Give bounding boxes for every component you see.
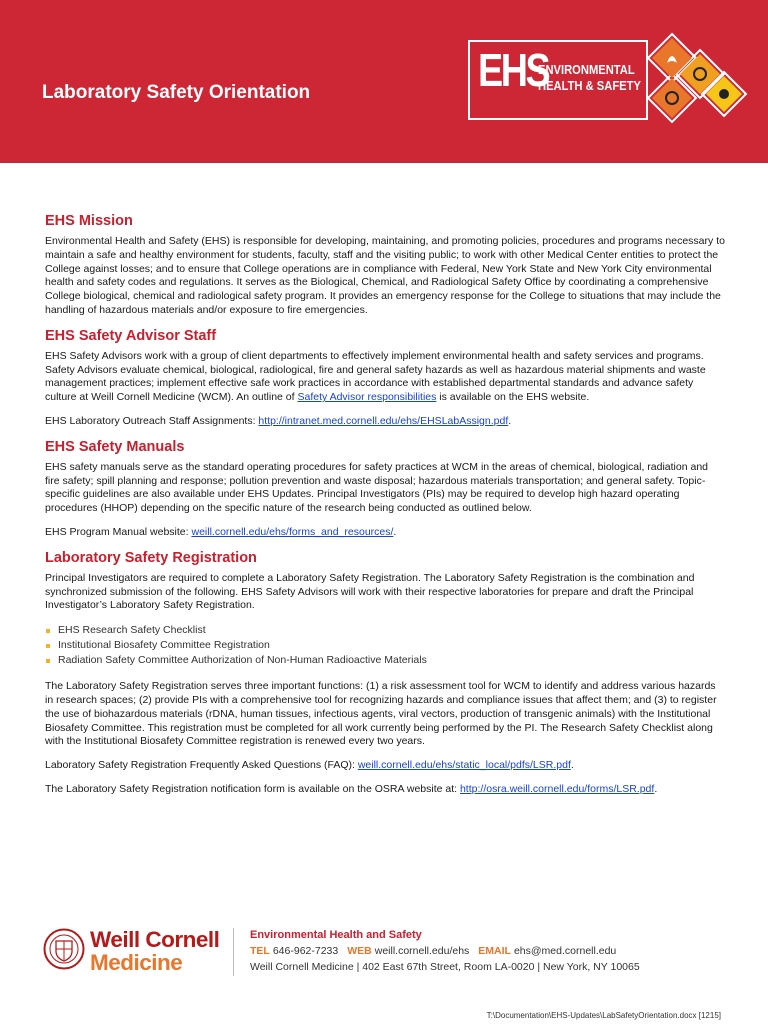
tel-label: TEL — [250, 945, 270, 957]
section-safety-manuals — [45, 439, 725, 540]
form-post: . — [654, 782, 658, 795]
footer-dept-title: Environmental Health and Safety — [250, 929, 422, 941]
hazard-diamonds-icon — [620, 32, 750, 124]
section-heading: EHS Safety Manuals — [45, 438, 185, 455]
manuals-text: EHS safety manuals serve as the standard operating procedures for safety practices at WCM in the areas of chemical, biological, radiation and fire safety; spill planning and response; pollution prevention and waste disposal; hazardous materials transportation; and general safety. Topic-specific guidelines are also available under EHS Updates. Principal Investigators (PIs) may be required to develop high hazard operating procedures (HHOP) depending on the specific nature of the research being conducted as outlined below. — [45, 460, 709, 515]
brand-medicine: Medicine — [90, 950, 183, 975]
program-manual-post: . — [393, 525, 397, 538]
advisor-text-pre: EHS Safety Advisors work with a group of client departments to effectively implement environmental health and safety services and programs. Safety Advisors evaluate chemical, biological, radiological, fire and general safety hazards as well as hazardous material shipments and waste management practices; implement effective safe work practices in accordance with established departmental standards and advance safety culture at Weill Cornell Medicine (WCM). An outline of — [45, 349, 706, 404]
tel-value: 646-962-7233 — [272, 945, 339, 957]
footer-divider — [233, 928, 234, 976]
list-item: EHS Research Safety Checklist — [45, 623, 725, 638]
notification-form-link[interactable]: http://osra.weill.cornell.edu/forms/LSR.pdf — [459, 782, 655, 795]
section-heading: Laboratory Safety Registration — [45, 549, 257, 566]
faq-line — [45, 759, 725, 773]
footer-contact — [250, 945, 616, 957]
assign-post: . — [508, 414, 512, 427]
advisor-text-post: is available on the EHS website. — [436, 391, 590, 404]
page-title: Laboratory Safety Orientation — [42, 82, 311, 103]
ehs-logo-line2: HEALTH & SAFETY — [538, 78, 641, 93]
faq-link[interactable]: weill.cornell.edu/ehs/static_local/pdfs/LSR.pdf — [357, 759, 571, 772]
section-advisor-staff — [45, 328, 725, 429]
document-path: T:\Documentation\EHS-Updates\LabSafetyOrientation.docx [1215] — [486, 1011, 721, 1020]
section-heading: EHS Safety Advisor Staff — [45, 327, 217, 344]
ehs-logo-line1: ENVIRONMENTAL — [538, 62, 635, 77]
section-mission — [45, 213, 725, 318]
list-item: Institutional Biosafety Committee Registration — [45, 638, 725, 653]
advisor-text — [45, 350, 725, 405]
section-heading: EHS Mission — [45, 213, 133, 229]
staff-assignments — [45, 415, 725, 429]
registration-intro: Principal Investigators are required to complete a Laboratory Safety Registration. The Laboratory Safety Registration is the combination and synchronized submission of the following. EHS Safety Advisors will work with their respective laboratories for prepare and draft the Principal Investigator’s Laboratory Safety Registration. — [45, 571, 695, 612]
program-manual-line — [45, 526, 725, 540]
email-label: EMAIL — [478, 945, 511, 957]
email-value: ehs@med.cornell.edu — [513, 945, 617, 957]
form-label: The Laboratory Safety Registration notification form is available on the OSRA website at: — [45, 782, 460, 795]
faq-label: Laboratory Safety Registration Frequently Asked Questions (FAQ): — [45, 759, 358, 772]
section-lab-safety-registration — [45, 550, 725, 797]
web-label: WEB — [347, 945, 372, 957]
program-manual-link[interactable]: weill.cornell.edu/ehs/forms_and_resources/ — [191, 525, 394, 538]
program-manual-label: EHS Program Manual website: — [45, 525, 192, 538]
document-body — [45, 213, 725, 807]
safety-advisor-responsibilities-link[interactable]: Safety Advisor responsibilities — [297, 391, 437, 404]
registration-components-list — [45, 623, 725, 668]
notification-form-line — [45, 783, 725, 797]
assign-label: EHS Laboratory Outreach Staff Assignments: — [45, 414, 259, 427]
mission-text: Environmental Health and Safety (EHS) is responsible for developing, maintaining, and promoting policies, procedures and programs necessary to maintain a safe and healthy environment for students, faculty, staff and the visiting public; to work with other Medical Center entities to protect the College against losses; and to ensure that College operations are in compliance with Federal, New York State and New York City environmental health and safety codes and regulations. It serves as the Biological, Chemical, and Radiological Safety Office by coordinating a comprehensive College biological, chemical and radiological safety program. It provides an emergency response for the College to situations that may include the handling of hazardous materials and/or exposure to fire emergencies. — [45, 235, 725, 316]
cornell-seal-icon — [43, 928, 85, 970]
web-value: weill.cornell.edu/ehs — [374, 945, 470, 957]
list-item: Radiation Safety Committee Authorization of Non-Human Radioactive Materials — [45, 653, 725, 668]
ehs-logo-abbr: EHS — [478, 44, 549, 96]
footer-address: Weill Cornell Medicine | 402 East 67th Street, Room LA-0020 | New York, NY 10065 — [250, 961, 640, 973]
faq-post: . — [570, 759, 574, 772]
brand-weill-cornell: Weill Cornell — [90, 927, 220, 952]
registration-functions: The Laboratory Safety Registration serves three important functions: (1) a risk assessment tool for WCM to identify and address various hazards in research spaces; (2) provide PIs with a comprehensive tool for recognizing hazards and compliance issues that affect them; and (3) to register the use of biohazardous materials (rDNA, human tissues, infectious agents, viral vectors, production of transgenic animals) with the Institutional Biosafety Committee. This registration must be completed for all work currently being performed by the PI. The Research Safety Checklist along with the Institutional Biosafety Committee registration is renewed every two years. — [45, 680, 717, 748]
staff-assignments-link[interactable]: http://intranet.med.cornell.edu/ehs/EHSLabAssign.pdf — [258, 414, 509, 427]
